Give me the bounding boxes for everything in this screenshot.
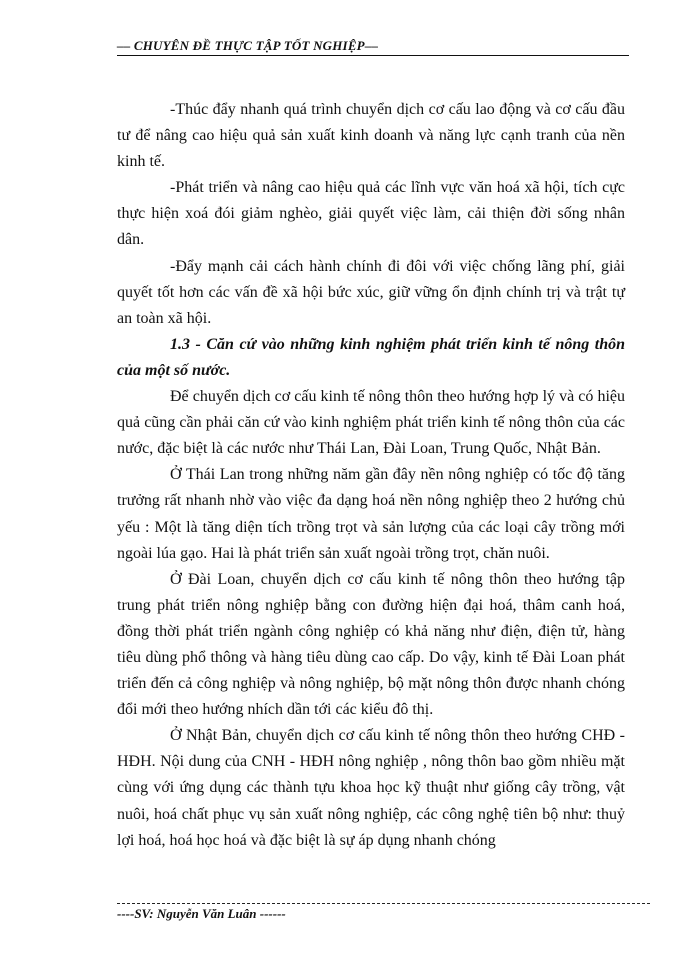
header-title: –– CHUYÊN ĐỀ THỰC TẬP TỐT NGHIỆP–– xyxy=(117,38,379,53)
paragraph: Ở Thái Lan trong những năm gần đây nền nông nghiệp có tốc độ tăng trưởng rất nhanh nhờ vào việc đa dạng hoá nền nông nghiệp theo 2 hướng chủ yếu : Một là tăng diện tích trồng trọt và sản lượng của các loại cây trồng mới ngoài lúa gạo. Hai là phát triển sản xuất ngoài trồng trọt, chăn nuôi. xyxy=(117,466,625,562)
footer-rule xyxy=(117,903,650,904)
page-header xyxy=(117,34,629,56)
paragraph: -Thúc đẩy nhanh quá trình chuyển dịch cơ cấu lao động và cơ cấu đầu tư để nâng cao hiệu quả sản xuất kinh doanh và năng lực cạnh tranh của nền kinh tế. xyxy=(117,101,625,171)
paragraph: -Phát triển và nâng cao hiệu quả các lĩnh vực văn hoá xã hội, tích cực thực hiện xoá đói giảm nghèo, giải quyết việc làm, cải thiện đời sống nhân dân. xyxy=(117,179,625,249)
paragraph: Ở Đài Loan, chuyển dịch cơ cấu kinh tế nông thôn theo hướng tập trung phát triển nông nghiệp bằng con đường hiện đại hoá, thâm canh hoá, đồng thời phát triển ngành công nghiệp có khả năng như điện, điện tử, hàng tiêu dùng phổ thông và hàng tiêu dùng cao cấp. Do vậy, kinh tế Đài Loan phát triển đến cả công nghiệp và nông nghiệp, bộ mặt nông thôn được nhanh chóng đổi mới theo hướng nhích dần tới các kiểu đô thị. xyxy=(117,570,625,719)
document-body xyxy=(117,97,625,854)
page-footer xyxy=(117,903,650,933)
footer-author: ----SV: Nguyễn Văn Luân ------ xyxy=(117,906,286,921)
paragraph: Ở Nhật Bản, chuyển dịch cơ cấu kinh tế nông thôn theo hướng CHĐ - HĐH. Nội dung của CNH - HĐH nông nghiệp , nông thôn bao gồm nhiều mặt cùng với ứng dụng các thành tựu khoa học kỹ thuật như giống cây trồng, vật nuôi, hoá chất phục vụ sản xuất nông nghiệp, các công nghệ tiên bộ như: thuỷ lợi hoá, hoá học hoá và đặc biệt là sự áp dụng nhanh chóng xyxy=(117,727,625,849)
paragraph: -Đẩy mạnh cải cách hành chính đi đôi với việc chống lãng phí, giải quyết tốt hơn các vấn đề xã hội bức xúc, giữ vững ổn định chính trị và trật tự an toàn xã hội. xyxy=(117,257,625,327)
header-rule xyxy=(117,55,629,56)
paragraph: Để chuyển dịch cơ cấu kinh tế nông thôn theo hướng hợp lý và có hiệu quả cũng cần phải căn cứ vào kinh nghiệm phát triển kinh tế nông thôn của các nước, đặc biệt là các nước như Thái Lan, Đài Loan, Trung Quốc, Nhật Bản. xyxy=(117,388,625,458)
section-heading: 1.3 - Căn cứ vào những kinh nghiệm phát triển kinh tế nông thôn của một số nước. xyxy=(117,335,625,379)
